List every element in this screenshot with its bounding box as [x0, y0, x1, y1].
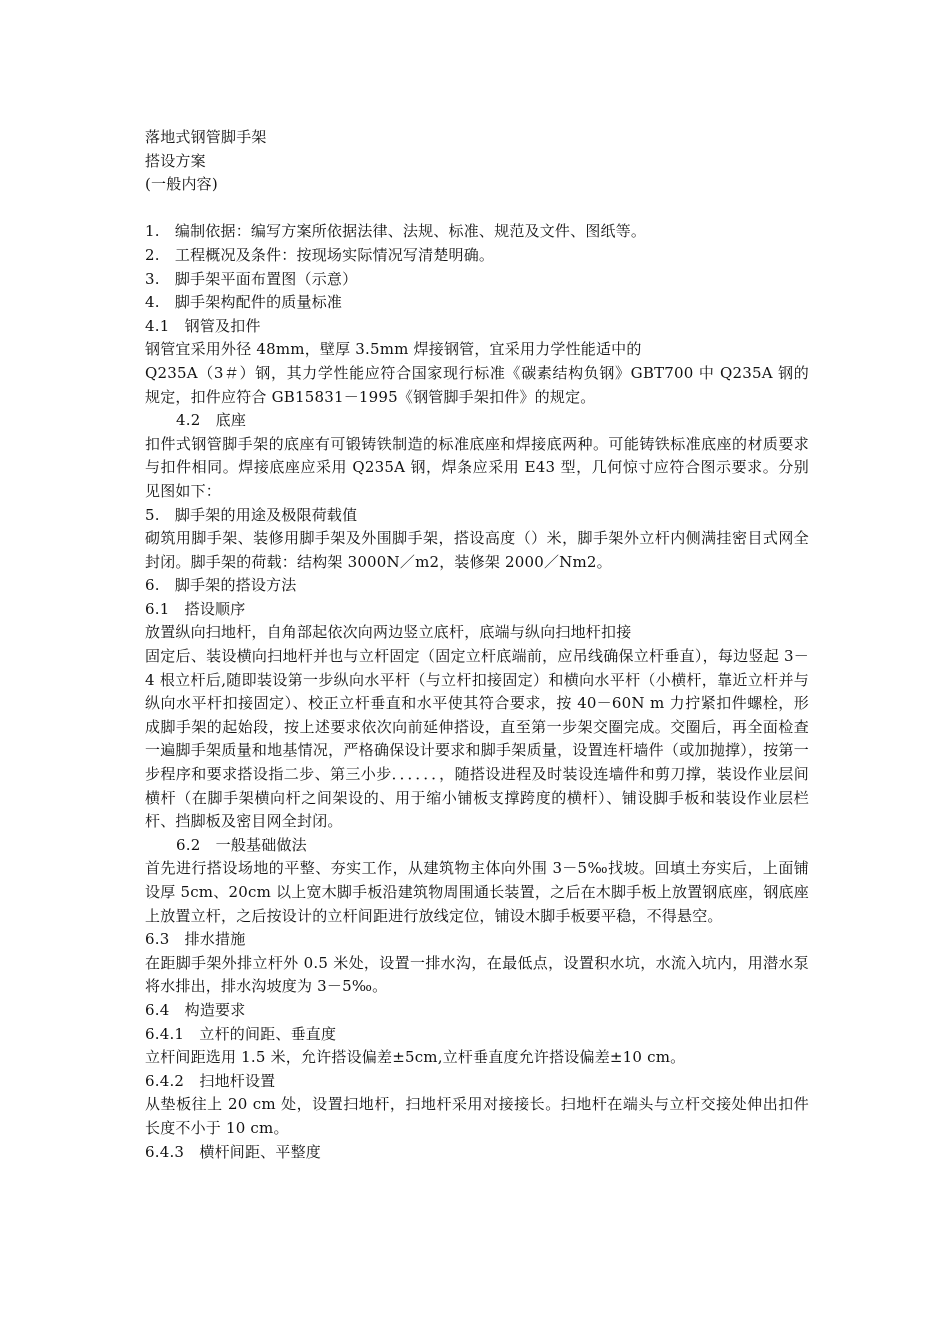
item-3: 3. 脚手架平面布置图（示意） [145, 269, 358, 288]
para-6-1-a: 放置纵向扫地杆，自角部起依次向两边竖立底杆，底端与纵向扫地杆扣接 [145, 623, 632, 642]
para-4-1-b: Q235A（3＃）钢，其力学性能应符合国家现行标准《碳素结构负钢》GBT700 中 Q235A 钢的规定，扣件应符合 GB15831－1995《钢管脚手架扣件》的规定。 [145, 363, 809, 406]
doc-title-line2: 搭设方案 [145, 151, 206, 170]
blank-line [145, 197, 809, 221]
para-6-3: 在距脚手架外排立杆外 0.5 米处，设置一排水沟，在最低点，设置积水坑，水流入坑内，用潜水泵将水排出，排水沟坡度为 3－5‰。 [145, 953, 809, 996]
para-4-2: 扣件式钢管脚手架的底座有可锻铸铁制造的标准底座和焊接底两种。可能铸铁标准底座的材质要求与扣件相同。焊接底座应采用 Q235A 钢，焊条应采用 E43 型，几何惊寸应符合图示要求。分别见图如下： [145, 434, 809, 500]
para-6-2: 首先进行搭设场地的平整、夯实工作，从建筑物主体向外围 3－5‰找坡。回填土夯实后，上面铺设厚 5cm、20cm 以上宽木脚手板沿建筑物周围通长装置，之后在木脚手板上放置钢底座，钢底座上放置立杆，之后按设计的立杆间距进行放线定位，铺设木脚手板要平稳，不得悬空。 [145, 859, 809, 925]
item-1: 1. 编制依据：编写方案所依据法律、法规、标准、规范及文件、图纸等。 [145, 222, 647, 241]
item-6: 6. 脚手架的搭设方法 [145, 576, 297, 595]
heading-4-2: 4.2 底座 [176, 411, 247, 430]
heading-6-1: 6.1 搭设顺序 [145, 599, 246, 618]
para-5: 砌筑用脚手架、装修用脚手架及外围脚手架，搭设高度（）米，脚手架外立杆内侧满挂密目式网全封闭。脚手架的荷载：结构架 3000N／m2，装修架 2000／Nm2。 [145, 529, 809, 571]
heading-6-4: 6.4 构造要求 [145, 1000, 246, 1019]
para-6-4-1: 立杆间距选用 1.5 米，允许搭设偏差±5cm,立杆垂直度允许搭设偏差±10 cm。 [145, 1048, 686, 1067]
heading-4-1: 4.1 钢管及扣件 [145, 316, 261, 335]
document-body [145, 126, 809, 1164]
item-5: 5. 脚手架的用途及极限荷载值 [145, 505, 358, 524]
para-4-1-a: 钢管宜采用外径 48mm，壁厚 3.5mm 焊接钢管，宜采用力学性能适中的 [145, 340, 642, 359]
doc-title-line1: 落地式钢管脚手架 [145, 128, 267, 146]
heading-6-3: 6.3 排水措施 [145, 930, 246, 949]
heading-6-4-1: 6.4.1 立杆的间距、垂直度 [145, 1024, 337, 1043]
heading-6-4-3: 6.4.3 横杆间距、平整度 [145, 1142, 321, 1161]
doc-title-line3: (一般内容) [145, 175, 218, 194]
heading-6-4-2: 6.4.2 扫地杆设置 [145, 1071, 276, 1090]
para-6-1-b: 固定后、装设横向扫地杆并也与立杆固定（固定立杆底端前，应吊线确保立杆垂直），每边竖起 3－4 根立杆后,随即装设第一步纵向水平杆（与立杆扣接固定）和横向水平杆（小横杆，靠近立杆并与纵向水平杆扣接固定）、校正立杆垂直和水平使其符合要求，按 40－60N m 力拧紧扣件螺栓，形成脚手架的起始段，按上述要求依次向前延伸搭设，直至第一步架交圈完成。交圈后，再全面检查一遍脚手架质量和地基情况，严格确保设计要求和脚手架质量，设置连杆墙件（或加抛撑），按第一步程序和要求搭设指二步、第三小步．．．．．．，随搭设进程及时装设连墙件和剪刀撑，装设作业层间横杆（在脚手架横向杆之间架设的、用于缩小铺板支撑跨度的横杆）、铺设脚手板和装设作业层栏杆、挡脚板及密目网全封闭。 [145, 647, 809, 831]
heading-6-2: 6.2 一般基础做法 [176, 835, 307, 854]
item-2: 2. 工程概况及条件：按现场实际情况写清楚明确。 [145, 245, 495, 264]
item-4: 4. 脚手架构配件的质量标准 [145, 293, 343, 312]
para-6-4-2: 从垫板往上 20 cm 处，设置扫地杆，扫地杆采用对接接长。扫地杆在端头与立杆交接处伸出扣件长度不小于 10 cm。 [145, 1095, 809, 1137]
